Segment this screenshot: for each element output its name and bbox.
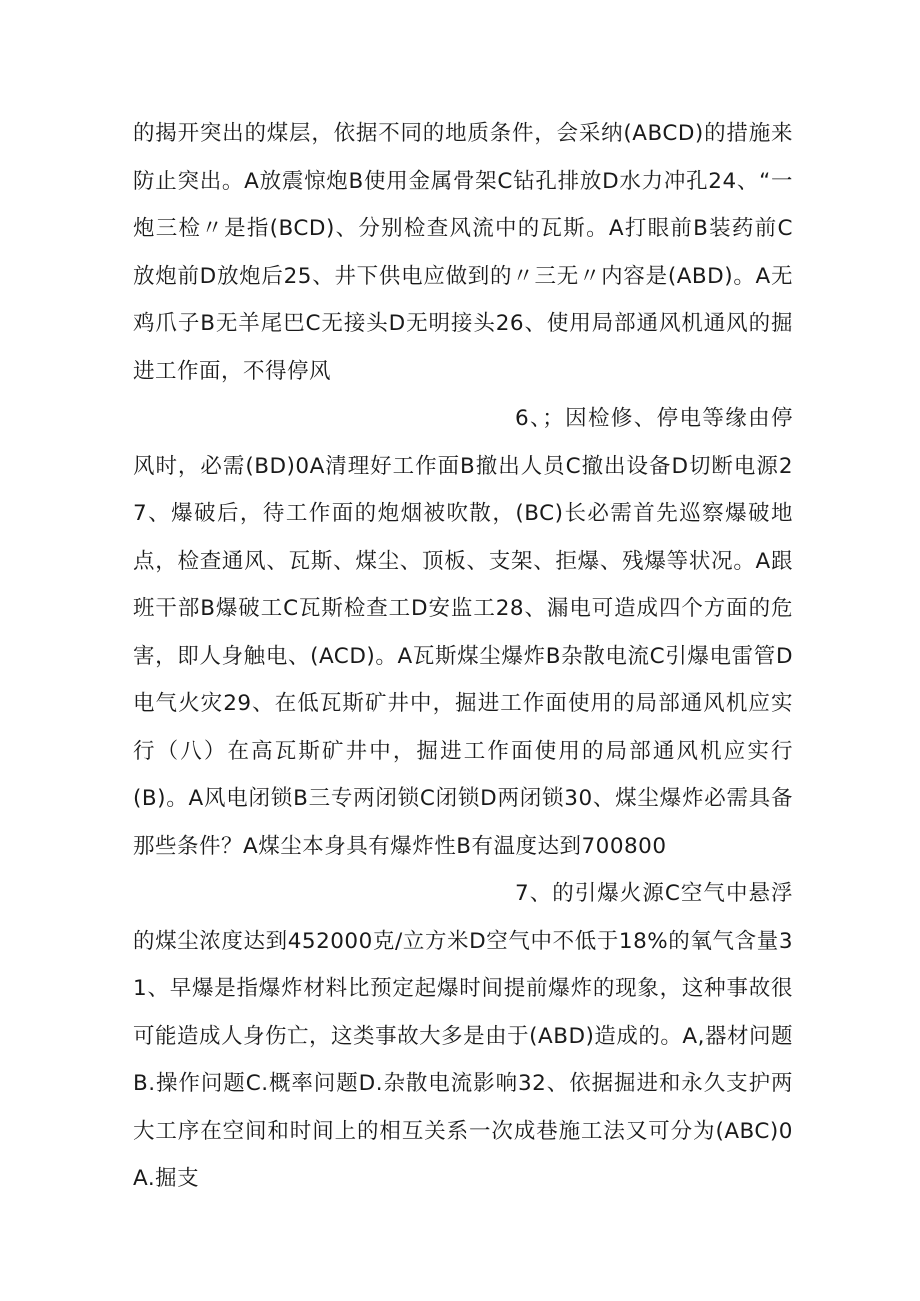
document-body bbox=[133, 110, 793, 1203]
paragraph-3: 7、的引爆火源C空气中悬浮的煤尘浓度达到452000克/立方米D空气中不低于18%的氧气含量31、早爆是指爆炸材料比预定起爆时间提前爆炸的现象，这种事故很可能造成人身伤亡，这类事故大多是由于(ABD)造成的。A,器材问题B.操作问题C.概率问题D.杂散电流影响32、依据掘进和永久支护两大工序在空间和时间上的相互关系一次成巷施工法又可分为(ABC)0A.掘支 bbox=[133, 881, 793, 1191]
paragraph-1: 的揭开突出的煤层，依据不同的地质条件，会采纳(ABCD)的措施来防止突出。A放震惊炮B使用金属骨架C钻孔排放D水力冲孔24、“一炮三检〃是指(BCD)、分别检查风流中的瓦斯。A打眼前B装药前C放炮前D放炮后25、井下供电应做到的〃三无〃内容是(ABD)。A无鸡爪子B无羊尾巴C无接头D无明接头26、使用局部通风机通风的掘进工作面，不得停风 bbox=[133, 121, 793, 384]
paragraph-2: 6、；因检修、停电等缘由停风时，必需(BD)0A清理好工作面B撤出人员C撤出设备D切断电源27、爆破后，待工作面的炮烟被吹散，(BC)长必需首先巡察爆破地点，检查通风、瓦斯、煤尘、顶板、支架、拒爆、残爆等状况。A跟班干部B爆破工C瓦斯检查工D安监工28、漏电可造成四个方面的危害，即人身触电、(ACD)。A瓦斯煤尘爆炸B杂散电流C引爆电雷管D电气火灾29、在低瓦斯矿井中，掘进工作面使用的局部通风机应实行（八）在高瓦斯矿井中，掘进工作面使用的局部通风机应实行(B)。A风电闭锁B三专两闭锁C闭锁D两闭锁30、煤尘爆炸必需具备那些条件？A煤尘本身具有爆炸性B有温度达到700800 bbox=[133, 406, 793, 859]
